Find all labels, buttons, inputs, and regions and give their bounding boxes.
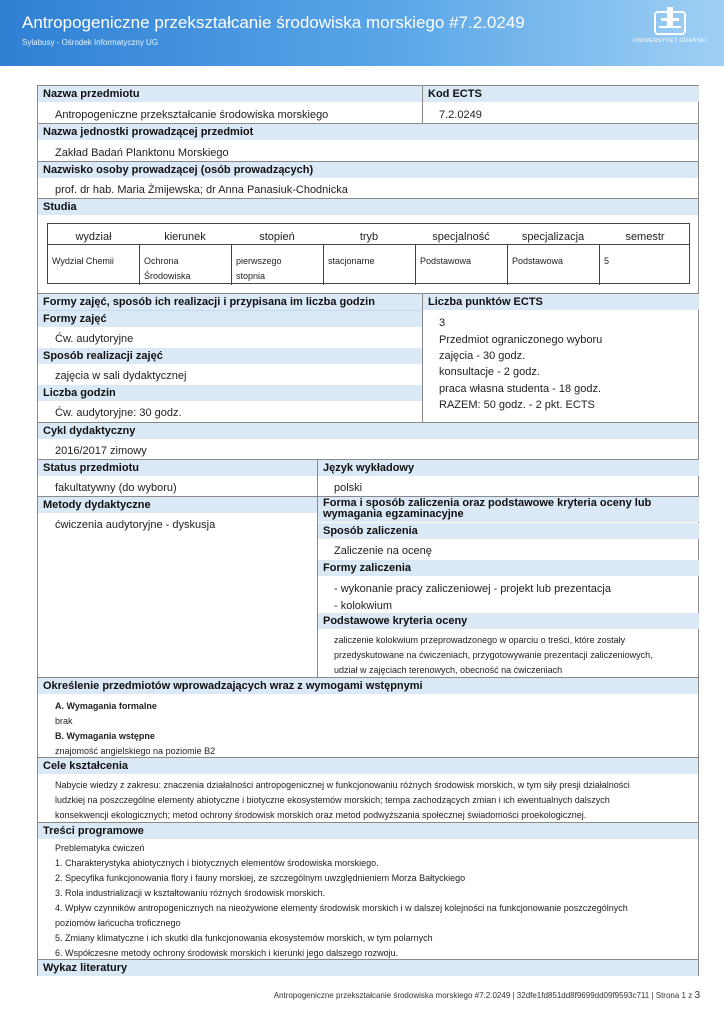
assessment-forms-label: Formy zaliczenia: [318, 560, 699, 576]
divider: [139, 244, 140, 285]
prerequisites-content: [55, 699, 215, 759]
assessment-label: [318, 497, 699, 522]
ects-code: 7.2.0249: [439, 109, 482, 121]
footer-page-count: 3: [694, 990, 700, 1001]
university-logo: [628, 6, 712, 52]
status-value: fakultatywny (do wyboru): [55, 482, 177, 494]
unit-label: Nazwa jednostki prowadzącej przedmiot: [38, 124, 698, 140]
criteria-line: udział w zajęciach terenowych, obecność na ćwiczeniach: [334, 665, 563, 675]
course-name-label: Nazwa przedmiotu: [38, 86, 422, 102]
content-line: 1. Charakterystyka abiotycznych i biotycznych elementów środowiska morskiego.: [55, 858, 379, 868]
teachers-label: Nazwisko osoby prowadzącej (osób prowadzących): [38, 162, 698, 178]
ects-line: praca własna studenta - 18 godz.: [439, 383, 602, 395]
status-label: Status przedmiotu: [38, 460, 317, 476]
university-emblem-icon: [653, 6, 687, 36]
studia-label: Studia: [38, 199, 698, 215]
content-line: 4. Wpływ czynników antropogenicznych na nieożywione elementy środowisk morskich i w dalszej kolejności na funkcjonowanie poszczególnych: [55, 903, 628, 913]
initial-requirements-value: znajomość angielskiego na poziomie B2: [55, 746, 216, 756]
content-line: 5. Zmiany klimatyczne i ich skutki dla funkcjonowania ekosystemów morskich, w tym polarnych: [55, 933, 433, 943]
divider: [231, 244, 232, 285]
studia-header: specjalizacja: [521, 231, 585, 243]
studia-cell-specjalizacja: Podstawowa: [512, 256, 564, 266]
goals-text: [55, 778, 630, 823]
forms-label: Formy zajęć: [38, 311, 422, 327]
forms-value: Ćw. audytoryjne: [55, 333, 134, 345]
method-label: Sposób realizacji zajęć: [38, 348, 422, 364]
ects-line: zajęcia - 30 godz.: [439, 350, 526, 362]
studia-cell-semestr: 5: [604, 256, 610, 266]
syllabus-document: [37, 85, 699, 976]
unit-name: Zakład Badań Planktonu Morskiego: [55, 147, 229, 159]
assessment-form-item: - wykonanie pracy zaliczeniowej - projekt lub prezentacja: [334, 583, 611, 595]
divider: [415, 244, 416, 285]
initial-requirements-label: B. Wymagania wstępne: [55, 731, 155, 741]
footer-text: Antropogeniczne przekształcanie środowiska morskiego #7.2.0249 | 32dfe1fd851dd8f9699dd09f9593c711 | Strona 1 z: [273, 991, 693, 1000]
ects-points: 3: [439, 317, 446, 329]
page-footer: [274, 990, 700, 1001]
formal-requirements-label: A. Wymagania formalne: [55, 701, 157, 711]
studia-header: tryb: [359, 231, 379, 243]
studia-cell-stopien: [236, 254, 282, 284]
assessment-form-item: - kolokwium: [334, 600, 393, 612]
goals-line: ludzkiej na poszczególne elementy abiotyczne i biotyczne ekosystemów morskich; tempa zachodzących zmian i ich ewentualnych dalszych: [55, 795, 610, 805]
criteria-line: przedyskutowane na ćwiczeniach, przygotowywanie prezentacji zaliczeniowych,: [334, 650, 653, 660]
assessment-criteria: [334, 633, 653, 678]
assessment-criteria-label: Podstawowe kryteria oceny: [318, 613, 699, 629]
cycle-value: 2016/2017 zimowy: [55, 445, 147, 457]
divider: [422, 86, 423, 123]
ects-code-label: Kod ECTS: [423, 86, 699, 102]
ects-line: konsultacje - 2 godz.: [439, 366, 540, 378]
ects-line: RAZEM: 50 godz. - 2 pkt. ECTS: [439, 399, 595, 411]
hours-value: Ćw. audytoryjne: 30 godz.: [55, 407, 182, 419]
divider: [48, 244, 689, 245]
content-text: [55, 841, 628, 961]
language-value: polski: [334, 482, 363, 494]
course-name: Antropogeniczne przekształcanie środowiska morskiego: [55, 109, 329, 121]
assessment-label-line: wymagania egzaminacyjne: [323, 508, 464, 520]
method-value: zajęcia w sali dydaktycznej: [55, 370, 187, 382]
studia-cell-kierunek: [144, 254, 191, 284]
divider: [422, 294, 423, 423]
content-line: 6. Współczesne metody ochrony środowisk morskich i kierunki jego dalszego rozwoju.: [55, 948, 399, 958]
studia-header: stopień: [259, 231, 295, 243]
formal-requirements-value: brak: [55, 716, 73, 726]
studia-header: kierunek: [164, 231, 206, 243]
content-line: Preblematyka ćwiczeń: [55, 843, 145, 853]
studia-cell-line: pierwszego: [236, 256, 282, 266]
criteria-line: zaliczenie kolokwium przeprowadzonego w oparciu o treści, które zostały: [334, 635, 626, 645]
logo-text: UNIWERSYTET GDAŃSKI: [633, 38, 707, 44]
goals-label: Cele kształcenia: [38, 758, 698, 774]
studia-header: semestr: [625, 231, 665, 243]
goals-line: Nabycie wiedzy z zakresu: znaczenia działalności antropogenicznej w funkcjonowaniu różnych środowisk morskich, w tym siły presji działalności: [55, 780, 630, 790]
divider: [507, 244, 508, 285]
page-header: [0, 0, 724, 66]
studia-cell-wydzial: Wydział Chemii: [52, 256, 114, 266]
studia-table: [47, 223, 690, 284]
teachers-names: prof. dr hab. Maria Żmijewska; dr Anna Panasiuk-Chodnicka: [55, 184, 348, 196]
forms-section-label: Formy zajęć, sposób ich realizacji i przypisana im liczba godzin: [38, 294, 422, 310]
content-line: 3. Rola industrializacji w kształtowaniu różnych środowisk morskich.: [55, 888, 326, 898]
content-line: 2. Specyfika funkcjonowania flory i fauny morskiej, ze szczególnym uwzględnieniem Morza Bałtyckiego: [55, 873, 466, 883]
methods-label: Metody dydaktyczne: [38, 497, 317, 513]
page-subtitle: Sylabusy - Ośrodek Informatyczny UG: [22, 38, 159, 47]
studia-cell-line: stopnia: [236, 271, 266, 281]
page-title: Antropogeniczne przekształcanie środowiska morskiego #7.2.0249: [22, 13, 525, 32]
divider: [323, 244, 324, 285]
assessment-mode-value: Zaliczenie na ocenę: [334, 545, 432, 557]
studia-header: specjalność: [432, 231, 490, 243]
studia-cell-line: Ochrona: [144, 256, 179, 266]
ects-points-label: Liczba punktów ECTS: [423, 294, 699, 310]
studia-cell-line: Środowiska: [144, 271, 191, 281]
ects-line: Przedmiot ograniczonego wyboru: [439, 334, 603, 346]
goals-line: konsekwencji ekologicznych; metod ochrony środowisk morskich oraz metod podwyższania społecznej świadomości proekologicznej.: [55, 810, 587, 820]
assessment-mode-label: Sposób zaliczenia: [318, 523, 699, 539]
literature-label: Wykaz literatury: [38, 960, 698, 976]
studia-cell-specjalnosc: Podstawowa: [420, 256, 472, 266]
prerequisites-label: Określenie przedmiotów wprowadzających wraz z wymogami wstępnymi: [38, 678, 698, 694]
studia-cell-tryb: stacjonarne: [328, 256, 375, 266]
studia-header: wydział: [75, 231, 112, 243]
assessment-label-line: Forma i sposób zaliczenia oraz podstawowe kryteria oceny lub: [323, 497, 652, 509]
cycle-label: Cykl dydaktyczny: [38, 423, 698, 439]
language-label: Język wykładowy: [318, 460, 699, 476]
content-line: poziomów łańcucha troficznego: [55, 918, 181, 928]
content-label: Treści programowe: [38, 823, 698, 839]
hours-label: Liczba godzin: [38, 385, 422, 401]
divider: [599, 244, 600, 285]
methods-value: ćwiczenia audytoryjne - dyskusja: [55, 519, 216, 531]
